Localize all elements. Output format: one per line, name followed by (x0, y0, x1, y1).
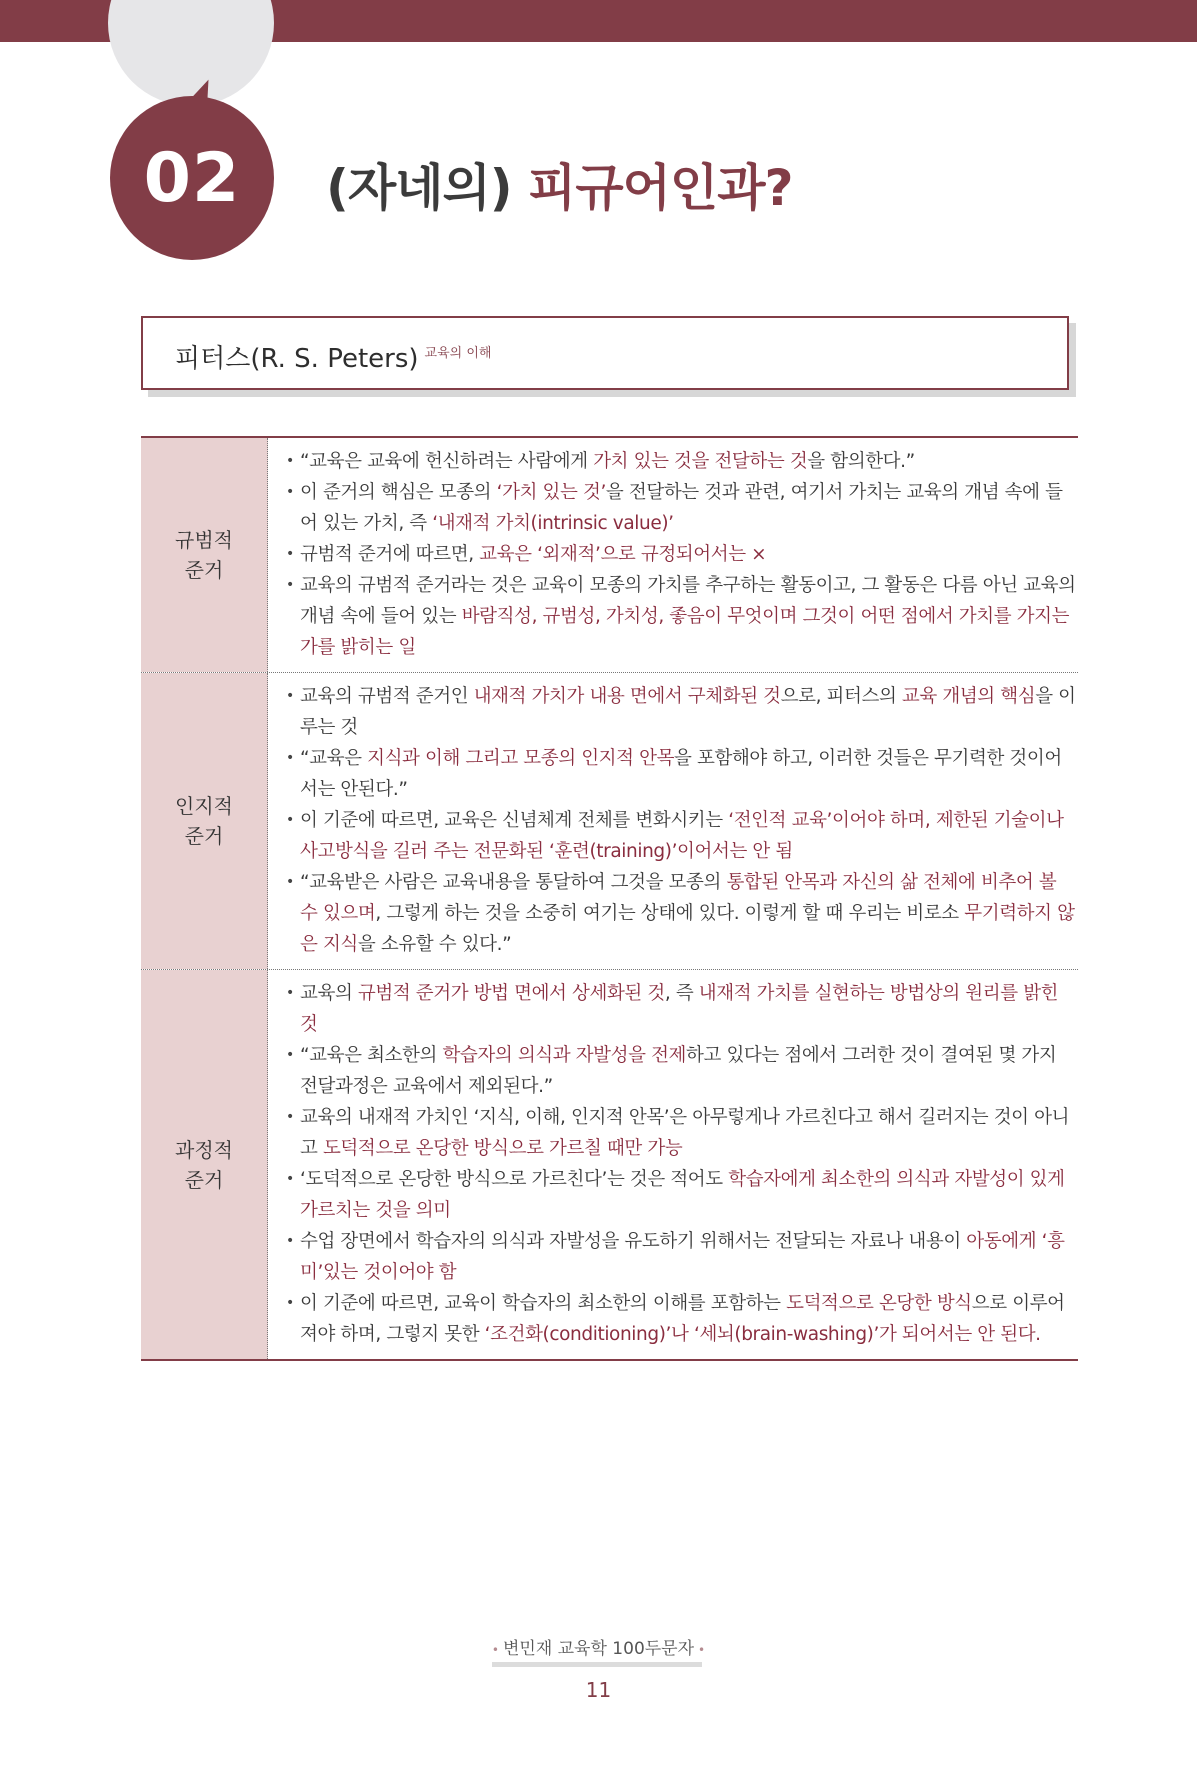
criteria-row (141, 969, 1078, 1359)
criteria-content-cell (268, 438, 1078, 672)
criteria-row (141, 438, 1078, 672)
text-segment: , 그렇게 하는 것을 소중히 여기는 상태에 있다. 이렇게 할 때 우리는 비로소 (375, 903, 965, 924)
text-segment: 하고 있다는 점에서 그러한 것이 결여된 몇 가지 전달과정은 교육에서 제외된다.” (300, 1045, 1057, 1097)
subject-superscript: 교육의 이해 (424, 346, 492, 362)
text-segment: 이 기준에 따르면, 교육이 학습자의 최소한의 이해를 포함하는 (300, 1293, 787, 1314)
criteria-content-cell (268, 673, 1078, 969)
footer-title-text: 변민재 교육학 100두문자 (502, 1639, 695, 1659)
subject-title (175, 338, 491, 375)
criteria-label-cell (141, 970, 268, 1359)
text-segment: 교육의 내재적 가치인 ‘지식, 이해, 인지적 안목’은 아무렇게나 가르친다고 해서 길러지는 것이 아니고 (300, 1107, 1070, 1159)
highlighted-text: 규범적 준거가 방법 면에서 상세화된 것 (357, 983, 665, 1004)
text-segment: “교육받은 사람은 교육내용을 통달하여 그것을 모종의 (300, 872, 727, 893)
bullet-item (286, 867, 1078, 960)
text-segment: , 즉 (664, 983, 699, 1004)
highlighted-text: 학습자의 의식과 자발성을 전제 (442, 1045, 687, 1066)
criteria-table (141, 436, 1078, 1361)
highlighted-text: 아동에게 ‘흥미’있는 것이어야 함 (300, 1231, 1065, 1283)
bullet-item (286, 539, 1078, 570)
highlighted-text: 내재적 가치가 내용 면에서 구체화된 것 (473, 686, 781, 707)
highlighted-text: ‘전인적 교육’이어야 하며, 제한된 기술이나 사고방식을 길러 주는 전문화된 ‘훈련(training)’이어서는 안 됨 (300, 810, 1064, 862)
text-segment: 을 전달하는 것과 관련, 여기서 가치는 교육의 개념 속에 들어 있는 가치, 즉 (300, 482, 1063, 534)
text-segment: 교육의 규범적 준거인 (300, 686, 474, 707)
highlighted-text: ‘조건화(conditioning)’나 ‘세뇌(brain-washing)’가 되어서는 안 된다. (484, 1324, 1041, 1345)
criteria-label: 규범적 준거 (175, 528, 233, 582)
text-segment: 을 소유할 수 있다.” (357, 934, 512, 955)
subject-header-box (141, 316, 1069, 390)
text-segment: 을 이루는 것 (300, 686, 1076, 738)
highlighted-text: 가치 있는 것을 전달하는 것 (593, 451, 808, 472)
text-segment: 을 함의한다.” (807, 451, 915, 472)
bullet-item (286, 681, 1078, 743)
footer-rule (492, 1662, 702, 1667)
highlighted-text: 도덕적으로 온당한 방식 (786, 1293, 972, 1314)
text-segment: 교육의 규범적 준거라는 것은 교육이 모종의 가치를 추구하는 활동이고, 그 활동은 다름 아닌 교육의 개념 속에 들어 있는 (300, 575, 1076, 627)
highlighted-text: 도덕적으로 온당한 방식으로 가르칠 때만 가능 (322, 1138, 683, 1159)
bullet-item (286, 743, 1078, 805)
bullet-item (286, 1040, 1078, 1102)
text-segment: ‘도덕적으로 온당한 방식으로 가르친다’는 것은 적어도 (300, 1169, 729, 1190)
bullet-item (286, 978, 1078, 1040)
highlighted-text: 무기력하지 않은 지식 (300, 903, 1075, 955)
highlighted-text: ‘내재적 가치(intrinsic value)’ (432, 513, 674, 534)
highlighted-text: 내재적 가치를 실현하는 방법상의 원리를 밝힌 것 (300, 983, 1059, 1035)
highlighted-text: ‘가치 있는 것’ (496, 482, 606, 503)
text-segment: 으로, 피터스의 (780, 686, 902, 707)
highlighted-text: 바람직성, 규범성, 가치성, 좋음이 무엇이며 그것이 어떤 점에서 가치를 가지는가를 밝히는 일 (300, 606, 1070, 658)
chapter-title-prefix: (자네의) (326, 159, 529, 217)
chapter-number: 02 (143, 138, 241, 218)
bullet-item (286, 805, 1078, 867)
highlighted-text: 통합된 안목과 자신의 삶 전체에 비추어 볼 수 있으며 (300, 872, 1057, 924)
footer-dot-icon: • (698, 1643, 706, 1657)
footer-dot-icon: • (491, 1643, 499, 1657)
bullet-item (286, 1164, 1078, 1226)
text-segment: 교육의 (300, 983, 358, 1004)
text-segment: 이 준거의 핵심은 모종의 (300, 482, 497, 503)
footer-book-title (0, 1634, 1197, 1659)
criteria-row (141, 672, 1078, 969)
highlighted-text: 교육 개념의 핵심 (901, 686, 1036, 707)
bullet-item (286, 477, 1078, 539)
criteria-label-cell (141, 673, 268, 969)
text-segment: 수업 장면에서 학습자의 의식과 자발성을 유도하기 위해서는 전달되는 자료나 내용이 (300, 1231, 967, 1252)
bullet-item (286, 570, 1078, 663)
highlighted-text: 학습자에게 최소한의 의식과 자발성이 있게 가르치는 것을 의미 (300, 1169, 1065, 1221)
page-number: 11 (585, 1678, 612, 1702)
text-segment: “교육은 (300, 748, 368, 769)
bullet-item (286, 1102, 1078, 1164)
criteria-label-cell (141, 438, 268, 672)
text-segment: “교육은 교육에 헌신하려는 사람에게 (300, 451, 594, 472)
subject-name: 피터스(R. S. Peters) (175, 344, 419, 374)
criteria-label: 과정적 준거 (175, 1137, 233, 1192)
highlighted-text: 교육은 ‘외재적’으로 규정되어서는 × (479, 544, 767, 565)
bullet-item (286, 446, 1078, 477)
text-segment: 규범적 준거에 따르면, (300, 544, 480, 565)
criteria-content-cell (268, 970, 1078, 1359)
chapter-title (326, 148, 793, 220)
text-segment: 으로 이루어져야 하며, 그렇지 못한 (300, 1293, 1065, 1345)
highlighted-text: 지식과 이해 그리고 모종의 인지적 안목 (367, 748, 675, 769)
text-segment: 이 기준에 따르면, 교육은 신념체계 전체를 변화시키는 (300, 810, 729, 831)
criteria-label: 인지적 준거 (175, 794, 233, 848)
chapter-title-accent: 피규어인과? (528, 159, 793, 217)
text-segment: “교육은 최소한의 (300, 1045, 443, 1066)
text-segment: 을 포함해야 하고, 이러한 것들은 무기력한 것이어서는 안된다.” (300, 748, 1062, 800)
bullet-item (286, 1226, 1078, 1288)
bullet-item (286, 1288, 1078, 1350)
